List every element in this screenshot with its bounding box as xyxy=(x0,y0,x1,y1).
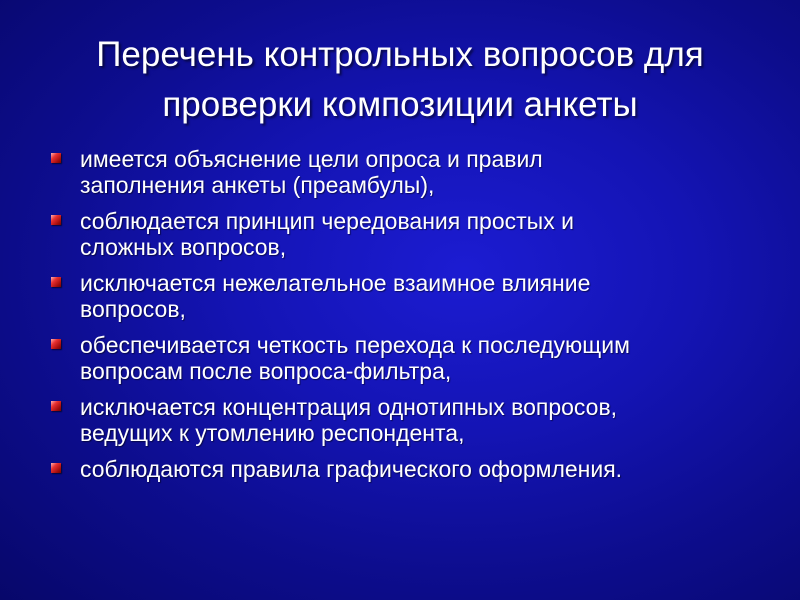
bullet-text xyxy=(80,270,785,322)
bullet-text xyxy=(80,146,785,198)
bullet-item xyxy=(45,456,785,482)
bullet-text-line: обеспечивается четкость перехода к последующим xyxy=(80,332,630,358)
bullet-text xyxy=(80,208,785,260)
bullet-text-line: вопросов, xyxy=(80,296,186,322)
bullet-list xyxy=(45,146,785,492)
bullet-text-line: заполнения анкеты (преамбулы), xyxy=(80,172,435,198)
square-bullet-icon xyxy=(51,463,61,473)
square-bullet-icon xyxy=(51,153,61,163)
bullet-text xyxy=(80,394,785,446)
bullet-text-line: имеется объяснение цели опроса и правил xyxy=(80,146,543,172)
slide-title-line: проверки композиции анкеты xyxy=(162,85,638,124)
bullet-item xyxy=(45,270,785,322)
bullet-item xyxy=(45,208,785,260)
bullet-text-line: вопросам после вопроса-фильтра, xyxy=(80,358,452,384)
bullet-text xyxy=(80,456,785,482)
square-bullet-icon xyxy=(51,277,61,287)
square-bullet-icon xyxy=(51,215,61,225)
square-bullet-icon xyxy=(51,339,61,349)
bullet-text-line: соблюдается принцип чередования простых и xyxy=(80,208,574,234)
bullet-item xyxy=(45,332,785,384)
bullet-text xyxy=(80,332,785,384)
bullet-text-line: исключается нежелательное взаимное влияние xyxy=(80,270,591,296)
bullet-text-line: ведущих к утомлению респондента, xyxy=(80,420,465,446)
bullet-text-line: соблюдаются правила графического оформления. xyxy=(80,456,623,482)
bullet-text-line: исключается концентрация однотипных вопросов, xyxy=(80,394,618,420)
slide-title-line: Перечень контрольных вопросов для xyxy=(96,35,704,74)
bullet-item xyxy=(45,394,785,446)
slide-title xyxy=(20,30,780,130)
square-bullet-icon xyxy=(51,401,61,411)
bullet-text-line: сложных вопросов, xyxy=(80,234,287,260)
bullet-item xyxy=(45,146,785,198)
